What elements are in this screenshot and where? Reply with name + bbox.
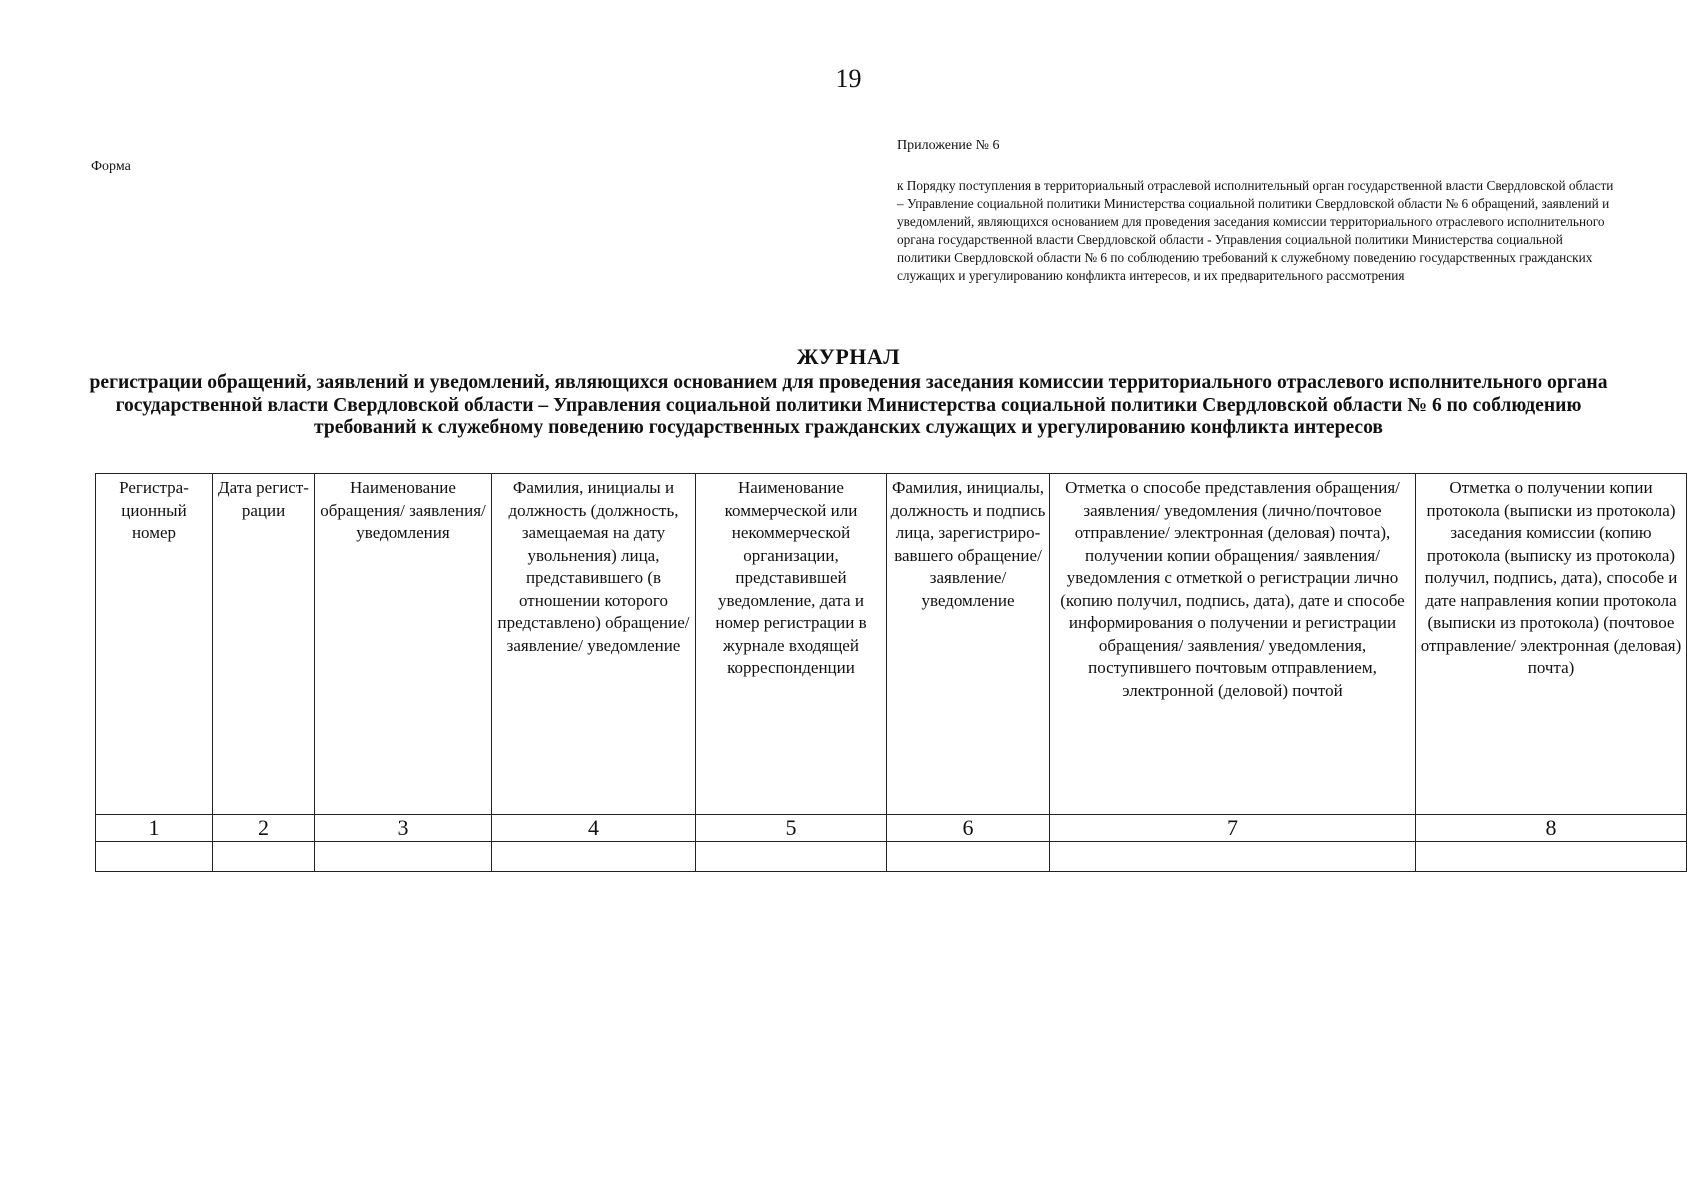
- empty-cell: [213, 842, 315, 872]
- empty-cell: [492, 842, 696, 872]
- column-number: 7: [1050, 815, 1416, 842]
- empty-cell: [96, 842, 213, 872]
- column-number: 5: [696, 815, 887, 842]
- empty-cell: [315, 842, 492, 872]
- empty-cell: [696, 842, 887, 872]
- journal-table: [95, 473, 1687, 872]
- header-cell-organization: Наименование коммерческой или некоммерческой организации, представившей уведомление, дата и номер регистрации в журнале входящей корреспонденции: [696, 474, 887, 815]
- header-cell-registration-number: Регистра-ционный номер: [96, 474, 213, 815]
- header-cell-submitter: Фамилия, инициалы и должность (должность, замещаемая на дату увольнения) лица, представившего (в отношении которого представлено) обращение/ заявление/ уведомление: [492, 474, 696, 815]
- column-number: 1: [96, 815, 213, 842]
- empty-entry-row: [96, 842, 1687, 872]
- header-cell-registration-date: Дата регист-рации: [213, 474, 315, 815]
- journal-subtitle: регистрации обращений, заявлений и уведомлений, являющихся основанием для проведения заседания комиссии территориального отраслевого исполнительного органа государственной власти Свердловской области – Управления социальной политики Министерства социальной политики Свердловской области № 6 по соблюдению требований к служебному поведению государственных гражданских служащих и урегулированию конфликта интересов: [89, 372, 1608, 438]
- column-number: 4: [492, 815, 696, 842]
- appendix-text: к Порядку поступления в территориальный отраслевой исполнительный орган государственной власти Свердловской области – Управление социальной политики Министерства социальной политики Свердловской области № 6 обращений, заявлений и уведомлений, являющихся основанием для проведения заседания комиссии территориального отраслевого исполнительного органа государственной власти Свердловской области - Управления социальной политики Министерства социальной политики Свердловской области № 6 по соблюдению требований к служебному поведению государственных гражданских служащих и урегулированию конфликта интересов, и их предварительного рассмотрения: [897, 178, 1614, 283]
- page-number: 19: [835, 64, 862, 93]
- appendix-label: Приложение № 6: [897, 138, 1000, 153]
- header-cell-protocol-copy: Отметка о получении копии протокола (выписки из протокола) заседания комиссии (копию протокола (выписку из протокола) получил, подпись, дата), способе и дате направления копии протокола (выписки из протокола) (почтовое отправление/ электронная (деловая) почта): [1416, 474, 1687, 815]
- column-number: 3: [315, 815, 492, 842]
- column-number: 6: [887, 815, 1050, 842]
- column-number: 8: [1416, 815, 1687, 842]
- empty-cell: [1050, 842, 1416, 872]
- header-cell-registrar: Фамилия, инициалы, должность и подпись лица, зарегистриро-вавшего обращение/ заявление/ уведомление: [887, 474, 1050, 815]
- header-row: [96, 474, 1687, 815]
- header-cell-submission-method: Отметка о способе представления обращения/ заявления/ уведомления (лично/почтовое отправление/ электронная (деловая) почта), получении копии обращения/ заявления/ уведомления с отметкой о регистрации лично (копию получил, подпись, дата), дате и способе информирования о получении и регистрации обращения/ заявления/ уведомления, поступившего почтовым отправлением, электронной (деловой) почтой: [1050, 474, 1416, 815]
- column-number: 2: [213, 815, 315, 842]
- column-number-row: [96, 815, 1687, 842]
- form-label: Форма: [91, 159, 131, 174]
- empty-cell: [887, 842, 1050, 872]
- header-cell-document-name: Наименование обращения/ заявления/ уведомления: [315, 474, 492, 815]
- journal-title: ЖУРНАЛ: [796, 344, 901, 369]
- empty-cell: [1416, 842, 1687, 872]
